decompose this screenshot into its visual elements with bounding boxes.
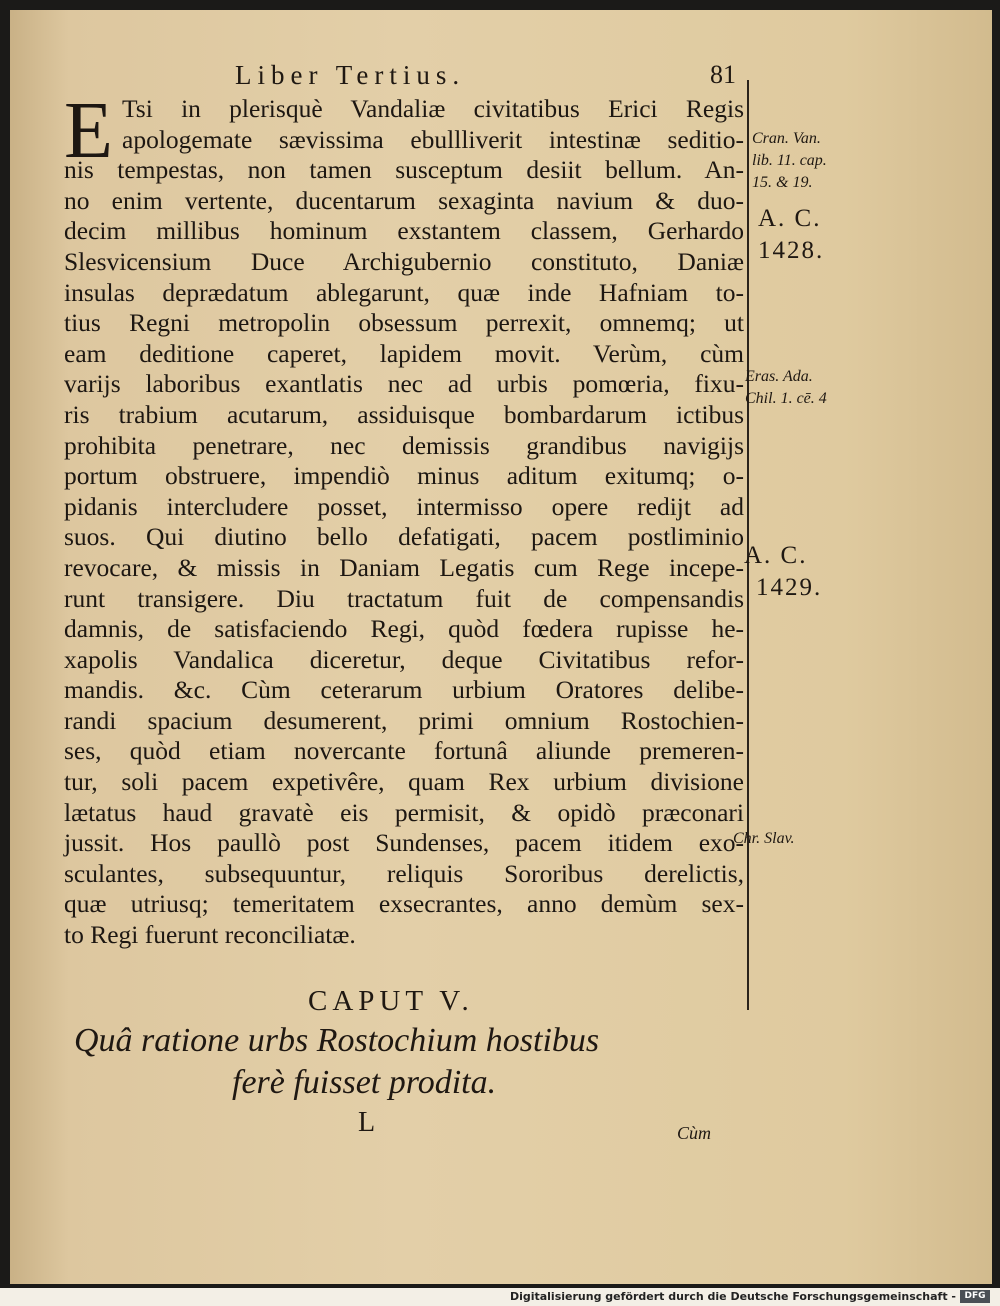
- text-line: Tsi in plerisquè Vandaliæ civitatibus Erici Regis: [122, 94, 744, 123]
- text-line: sculantes, subsequuntur, reliquis Sororibus derelictis,: [64, 858, 744, 888]
- body-text: [64, 87, 744, 951]
- catchword: Cùm: [677, 1123, 712, 1143]
- text-line: apologemate sævissima ebullliverit intestinæ seditio-: [122, 124, 744, 154]
- marginal-year: [744, 540, 822, 604]
- text-line: runt transigere. Diu tractatum fuit de compensandis: [64, 583, 744, 613]
- text-line: ris trabium acutarum, assiduisque bombardarum ictibus: [64, 399, 744, 429]
- text-line: prohibita penetrare, nec demissis grandibus navigijs: [64, 430, 744, 460]
- text-line: lætatus haud gravatè eis permisit, & opidò præconari: [64, 797, 744, 827]
- text-line: insulas deprædatum ablegarunt, quæ inde Hafniam to-: [64, 277, 744, 307]
- text-line: ses, quòd etiam novercante fortunâ aliunde premeren-: [64, 736, 744, 766]
- marginal-reference-line: lib. 11. cap.: [752, 152, 827, 169]
- marginal-year: [758, 203, 824, 267]
- text-line: quæ utriusq; temeritatem exsecrantes, anno demùm sex-: [64, 889, 744, 919]
- text-line: Slesvicensium Duce Archigubernio constituto, Daniæ: [64, 246, 744, 276]
- text-line: revocare, & missis in Daniam Legatis cum Rege incepe-: [64, 552, 744, 582]
- text-line: xapolis Vandalica diceretur, deque Civitatibus refor-: [64, 644, 744, 674]
- text-line: suos. Qui diutino bello defatigati, pacem postliminio: [64, 522, 744, 552]
- marginal-reference-line: Eras. Ada.: [745, 368, 813, 385]
- running-title: Liber Tertius.: [235, 60, 466, 90]
- text-line: varijs laboribus exantlatis nec ad urbis pomœria, fixu-: [64, 369, 744, 399]
- marginal-year-value: 1428.: [758, 237, 825, 264]
- marginal-reference: [752, 128, 827, 194]
- text-line: eam deditione caperet, lapidem movit. Verùm, cùm: [64, 338, 744, 368]
- marginal-reference-line: 15. & 19.: [752, 174, 813, 191]
- text-line: tur, soli pacem expetivêre, quam Rex urbium divisione: [64, 767, 744, 797]
- chapter-title-continued: ferè fuisset prodita.: [232, 1064, 497, 1101]
- text-line: mandis. &c. Cùm ceterarum urbium Oratores delibe-: [64, 675, 744, 705]
- text-line: damnis, de satisfaciendo Regi, quòd fœdera rupisse he-: [64, 614, 744, 644]
- text-line: randi spacium desumerent, primi omnium Rostochien-: [64, 705, 744, 735]
- chapter-title: Quâ ratione urbs Rostochium hostibus: [74, 1022, 600, 1059]
- marginal-year-label: A. C.: [744, 542, 808, 569]
- text-line: to Regi fuerunt reconciliatæ.: [64, 920, 356, 950]
- footer-bar: [0, 1288, 1000, 1306]
- book-page: [10, 10, 992, 1284]
- marginal-reference: Chr. Slav.: [733, 830, 795, 847]
- drop-cap: E: [64, 87, 113, 175]
- text-line: portum obstruere, impendiò minus aditum exitumq; o-: [64, 461, 744, 491]
- text-line: decim millibus hominum exstantem classem, Gerhardo: [64, 216, 744, 246]
- text-line: pidanis intercludere posset, intermisso opere redijt ad: [64, 491, 744, 521]
- marginal-year-label: A. C.: [758, 205, 822, 232]
- page-number: 81: [710, 60, 736, 89]
- text-line: jussit. Hos paullò post Sundenses, pacem itidem exo-: [64, 828, 744, 858]
- text-line: tius Regni metropolin obsessum perrexit, omnemq; ut: [64, 308, 744, 338]
- chapter-heading: CAPUT V.: [308, 985, 474, 1017]
- text-line: nis tempestas, non tamen susceptum desiit bellum. An-: [64, 155, 744, 185]
- dfg-logo-icon: DFG: [960, 1290, 990, 1303]
- marginal-year-value: 1429.: [756, 574, 823, 601]
- text-line: no enim vertente, ducentarum sexaginta navium & duo-: [64, 185, 744, 215]
- marginal-reference: [745, 366, 827, 410]
- marginal-reference-line: Chil. 1. cē. 4: [745, 390, 827, 407]
- signature-mark: L: [358, 1107, 376, 1138]
- marginal-reference-line: Cran. Van.: [752, 130, 821, 147]
- footer-credit: Digitalisierung gefördert durch die Deutsche Forschungsgemeinschaft -: [509, 1290, 956, 1303]
